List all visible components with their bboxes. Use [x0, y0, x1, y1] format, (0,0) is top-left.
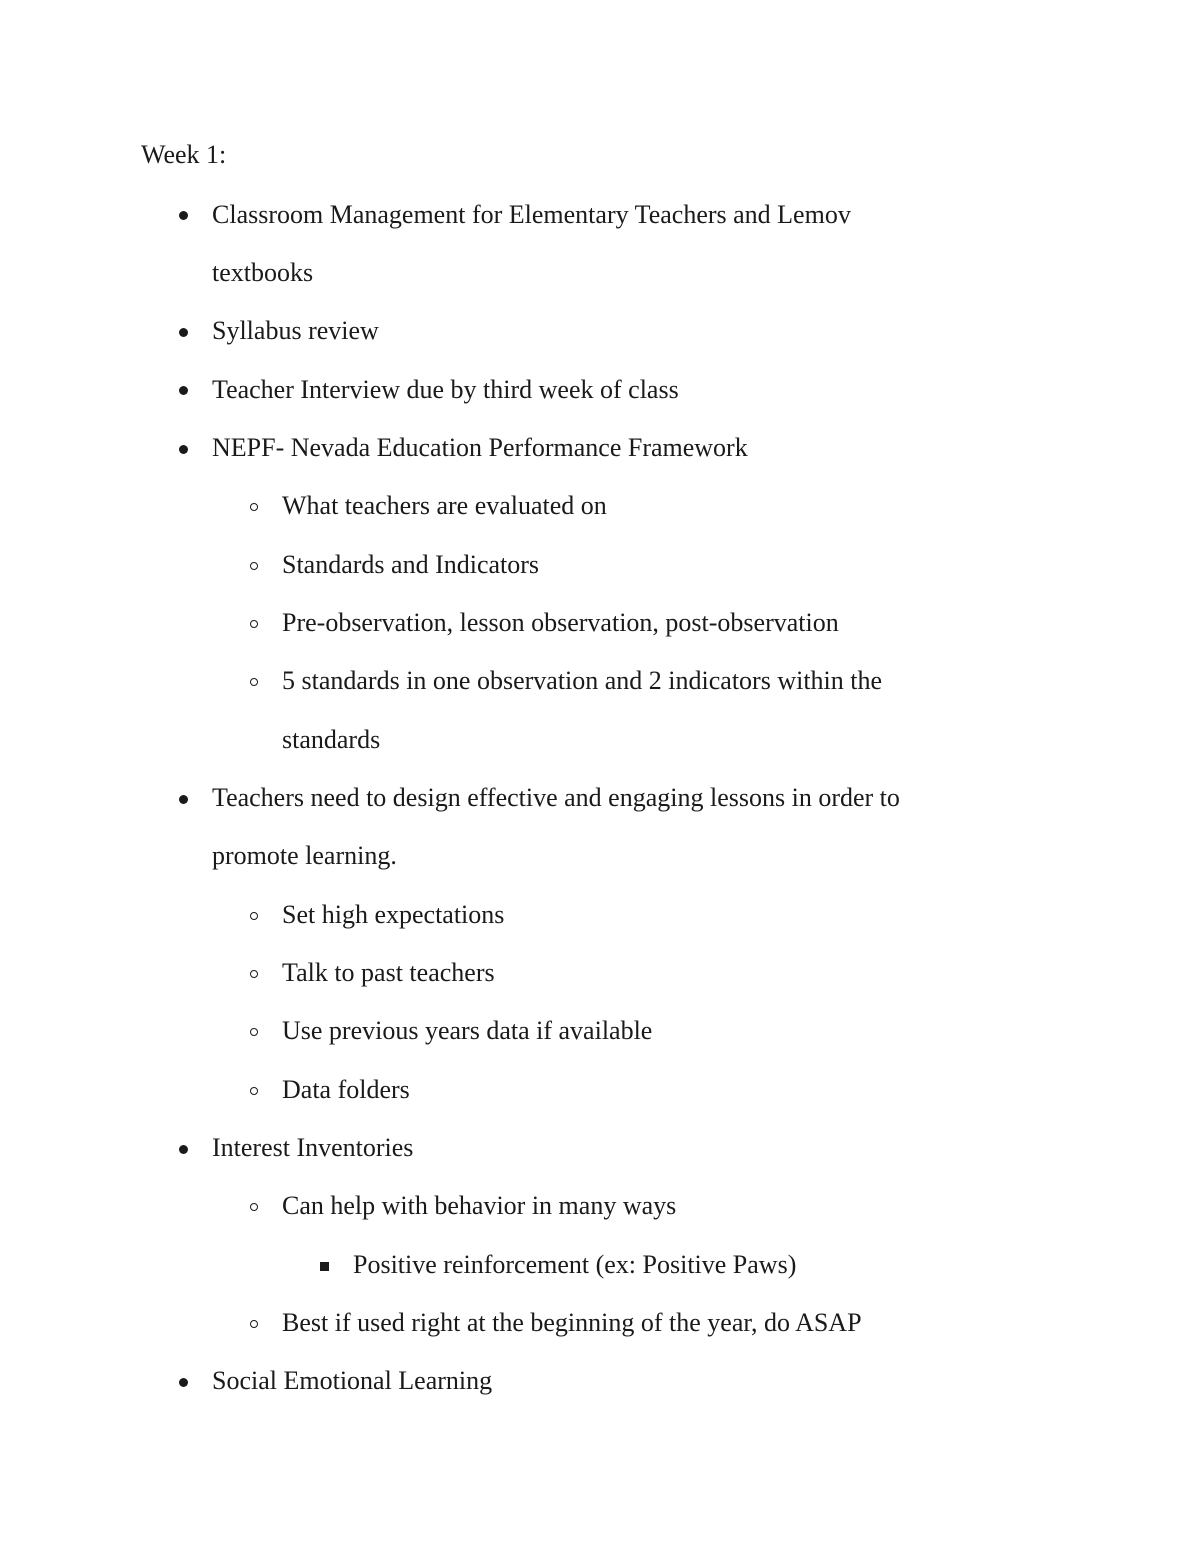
circle-bullet-icon — [250, 912, 258, 920]
disc-bullet-icon — [179, 795, 188, 804]
circle-bullet-icon — [250, 1320, 258, 1328]
sub-list-item-text: Can help with behavior in many ways — [282, 1191, 677, 1220]
circle-bullet-icon — [250, 562, 258, 570]
sub-list-item-text: 5 standards in one observation and 2 indicators within the — [282, 666, 883, 695]
disc-bullet-icon — [179, 386, 188, 395]
list-item-text: Syllabus review — [212, 316, 379, 345]
list-item-text: Social Emotional Learning — [212, 1366, 493, 1395]
circle-bullet-icon — [250, 503, 258, 511]
list-item-text: Teachers need to design effective and engaging lessons in order to — [212, 783, 900, 812]
list-item-text: Teacher Interview due by third week of class — [212, 375, 679, 404]
sub-sub-list-item-text: Positive reinforcement (ex: Positive Paws) — [353, 1250, 797, 1279]
week-heading: Week 1: — [141, 140, 227, 169]
circle-bullet-icon — [250, 1087, 258, 1095]
list-item-text-continued: promote learning. — [212, 841, 397, 870]
circle-bullet-icon — [250, 970, 258, 978]
sub-list-item-text: Standards and Indicators — [282, 550, 540, 579]
sub-list-item-text: What teachers are evaluated on — [282, 491, 607, 520]
circle-bullet-icon — [250, 1203, 258, 1211]
disc-bullet-icon — [179, 1145, 188, 1154]
sub-list-item-text: Pre-observation, lesson observation, post-observation — [282, 608, 839, 637]
sub-list-item-text: Talk to past teachers — [282, 958, 495, 987]
circle-bullet-icon — [250, 678, 258, 686]
circle-bullet-icon — [250, 1028, 258, 1036]
sub-list-item-text: Data folders — [282, 1075, 410, 1104]
disc-bullet-icon — [179, 328, 188, 337]
square-bullet-icon — [320, 1262, 329, 1271]
list-item-text: Interest Inventories — [212, 1133, 414, 1162]
sub-list-item-text: Best if used right at the beginning of the year, do ASAP — [282, 1308, 862, 1337]
disc-bullet-icon — [179, 445, 188, 454]
list-item-text-continued: textbooks — [212, 258, 314, 287]
list-item-text: NEPF- Nevada Education Performance Framework — [212, 433, 748, 462]
list-item-text: Classroom Management for Elementary Teachers and Lemov — [212, 200, 851, 229]
disc-bullet-icon — [179, 1378, 188, 1387]
sub-list-item-text: Set high expectations — [282, 900, 505, 929]
circle-bullet-icon — [250, 620, 258, 628]
sub-list-item-text-continued: standards — [282, 725, 381, 754]
disc-bullet-icon — [179, 211, 188, 220]
sub-list-item-text: Use previous years data if available — [282, 1016, 653, 1045]
